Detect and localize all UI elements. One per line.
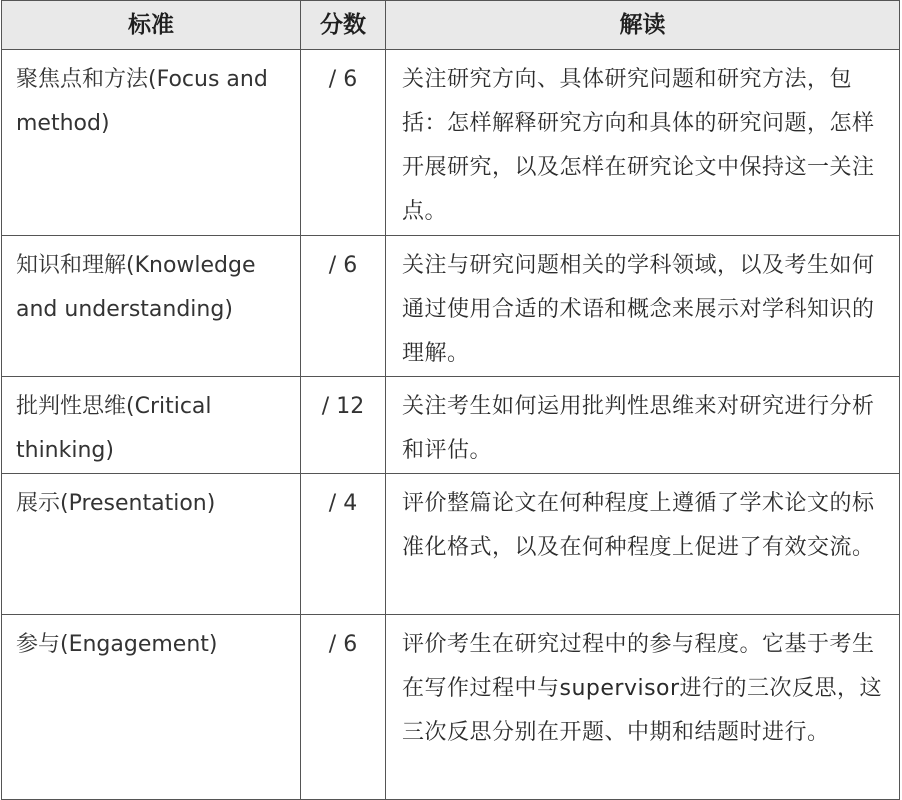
explanation-cell: 评价整篇论文在何种程度上遵循了学术论文的标准化格式，以及在何种程度上促进了有效交流。 — [386, 474, 900, 615]
score-cell: / 4 — [301, 474, 386, 615]
table-row — [2, 236, 900, 377]
table-row — [2, 615, 900, 800]
assessment-criteria-table — [1, 0, 900, 800]
header-row — [2, 1, 900, 50]
table-row — [2, 50, 900, 236]
criterion-cell: 知识和理解(Knowledge and understanding) — [2, 236, 301, 377]
table-row — [2, 474, 900, 615]
score-cell: / 12 — [301, 377, 386, 474]
explanation-cell: 关注研究方向、具体研究问题和研究方法，包括：怎样解释研究方向和具体的研究问题，怎样开展研究，以及怎样在研究论文中保持这一关注点。 — [386, 50, 900, 236]
header-criterion: 标准 — [2, 1, 301, 50]
explanation-cell: 关注与研究问题相关的学科领域，以及考生如何通过使用合适的术语和概念来展示对学科知识的理解。 — [386, 236, 900, 377]
criterion-cell: 展示(Presentation) — [2, 474, 301, 615]
explanation-cell: 评价考生在研究过程中的参与程度。它基于考生在写作过程中与supervisor进行的三次反思，这三次反思分别在开题、中期和结题时进行。 — [386, 615, 900, 800]
criterion-cell: 聚焦点和方法(Focus and method) — [2, 50, 301, 236]
header-explanation: 解读 — [386, 1, 900, 50]
criterion-cell: 参与(Engagement) — [2, 615, 301, 800]
criterion-cell: 批判性思维(Critical thinking) — [2, 377, 301, 474]
explanation-cell: 关注考生如何运用批判性思维来对研究进行分析和评估。 — [386, 377, 900, 474]
score-cell: / 6 — [301, 236, 386, 377]
score-cell: / 6 — [301, 50, 386, 236]
score-cell: / 6 — [301, 615, 386, 800]
table-row — [2, 377, 900, 474]
header-score: 分数 — [301, 1, 386, 50]
